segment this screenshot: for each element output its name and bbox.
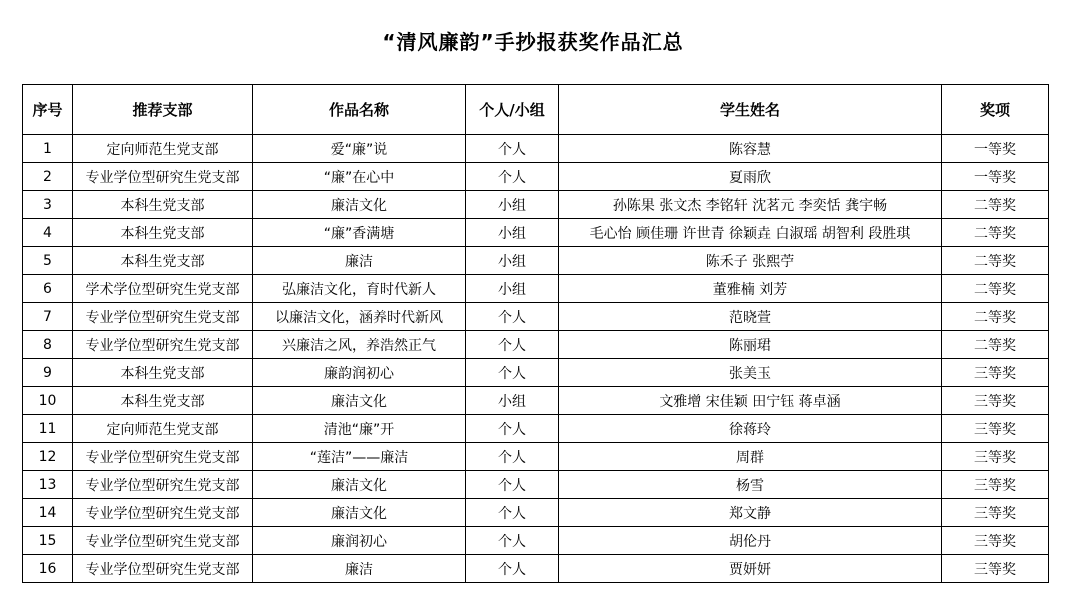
cell-individual-or-group: 个人 <box>466 443 559 471</box>
cell-award: 二等奖 <box>942 275 1049 303</box>
header-award: 奖项 <box>942 85 1049 135</box>
cell-recommending-branch: 本科生党支部 <box>73 359 253 387</box>
cell-student-names: 董雅楠 刘芳 <box>559 275 942 303</box>
cell-serial-number: 8 <box>23 331 73 359</box>
cell-award: 三等奖 <box>942 471 1049 499</box>
cell-award: 二等奖 <box>942 303 1049 331</box>
cell-award: 三等奖 <box>942 359 1049 387</box>
cell-work-title: 以廉洁文化，涵养时代新风 <box>253 303 466 331</box>
table-row <box>23 219 1049 247</box>
cell-recommending-branch: 本科生党支部 <box>73 247 253 275</box>
table-row <box>23 415 1049 443</box>
cell-individual-or-group: 个人 <box>466 163 559 191</box>
cell-serial-number: 16 <box>23 555 73 583</box>
cell-work-title: “廉”香满塘 <box>253 219 466 247</box>
table-row <box>23 191 1049 219</box>
cell-student-names: 陈禾子 张熙苧 <box>559 247 942 275</box>
table-row <box>23 275 1049 303</box>
cell-work-title: 廉洁文化 <box>253 387 466 415</box>
table-row <box>23 247 1049 275</box>
cell-serial-number: 1 <box>23 135 73 163</box>
cell-work-title: 清池“廉”开 <box>253 415 466 443</box>
table-row <box>23 443 1049 471</box>
table-row <box>23 163 1049 191</box>
table-row <box>23 331 1049 359</box>
header-work-title: 作品名称 <box>253 85 466 135</box>
table-row <box>23 471 1049 499</box>
cell-individual-or-group: 个人 <box>466 331 559 359</box>
cell-student-names: 毛心怡 顾佳珊 许世青 徐颖垚 白淑瑶 胡智利 段胜琪 <box>559 219 942 247</box>
cell-recommending-branch: 专业学位型研究生党支部 <box>73 303 253 331</box>
cell-serial-number: 14 <box>23 499 73 527</box>
cell-award: 三等奖 <box>942 555 1049 583</box>
cell-individual-or-group: 个人 <box>466 499 559 527</box>
cell-work-title: 廉韵润初心 <box>253 359 466 387</box>
cell-individual-or-group: 个人 <box>466 359 559 387</box>
cell-serial-number: 12 <box>23 443 73 471</box>
cell-award: 三等奖 <box>942 499 1049 527</box>
cell-recommending-branch: 专业学位型研究生党支部 <box>73 499 253 527</box>
cell-individual-or-group: 个人 <box>466 555 559 583</box>
cell-work-title: “廉”在心中 <box>253 163 466 191</box>
cell-work-title: 兴廉洁之风，养浩然正气 <box>253 331 466 359</box>
cell-work-title: “莲洁”——廉洁 <box>253 443 466 471</box>
cell-award: 二等奖 <box>942 331 1049 359</box>
cell-individual-or-group: 小组 <box>466 191 559 219</box>
cell-award: 二等奖 <box>942 219 1049 247</box>
header-serial-number: 序号 <box>23 85 73 135</box>
table-row <box>23 387 1049 415</box>
header-student-names: 学生姓名 <box>559 85 942 135</box>
header-individual-or-group: 个人/小组 <box>466 85 559 135</box>
cell-individual-or-group: 个人 <box>466 527 559 555</box>
table-row <box>23 135 1049 163</box>
cell-recommending-branch: 专业学位型研究生党支部 <box>73 331 253 359</box>
cell-student-names: 张美玉 <box>559 359 942 387</box>
cell-work-title: 廉洁 <box>253 247 466 275</box>
cell-serial-number: 15 <box>23 527 73 555</box>
cell-student-names: 孙陈果 张文杰 李铭轩 沈茗元 李奕恬 龚宇畅 <box>559 191 942 219</box>
cell-student-names: 胡伦丹 <box>559 527 942 555</box>
header-recommending-branch: 推荐支部 <box>73 85 253 135</box>
cell-award: 一等奖 <box>942 135 1049 163</box>
cell-award: 三等奖 <box>942 387 1049 415</box>
cell-award: 二等奖 <box>942 247 1049 275</box>
cell-award: 三等奖 <box>942 443 1049 471</box>
cell-serial-number: 11 <box>23 415 73 443</box>
cell-recommending-branch: 本科生党支部 <box>73 191 253 219</box>
cell-work-title: 弘廉洁文化，育时代新人 <box>253 275 466 303</box>
cell-work-title: 廉洁 <box>253 555 466 583</box>
table-header-row <box>23 85 1049 135</box>
cell-work-title: 爱“廉”说 <box>253 135 466 163</box>
cell-serial-number: 10 <box>23 387 73 415</box>
cell-recommending-branch: 定向师范生党支部 <box>73 135 253 163</box>
cell-recommending-branch: 本科生党支部 <box>73 219 253 247</box>
cell-work-title: 廉润初心 <box>253 527 466 555</box>
cell-student-names: 杨雪 <box>559 471 942 499</box>
cell-student-names: 范晓萱 <box>559 303 942 331</box>
cell-recommending-branch: 专业学位型研究生党支部 <box>73 527 253 555</box>
cell-recommending-branch: 专业学位型研究生党支部 <box>73 471 253 499</box>
cell-recommending-branch: 定向师范生党支部 <box>73 415 253 443</box>
awards-table <box>22 84 1049 583</box>
cell-individual-or-group: 个人 <box>466 303 559 331</box>
cell-serial-number: 13 <box>23 471 73 499</box>
cell-serial-number: 9 <box>23 359 73 387</box>
cell-recommending-branch: 本科生党支部 <box>73 387 253 415</box>
cell-student-names: 郑文静 <box>559 499 942 527</box>
cell-award: 二等奖 <box>942 191 1049 219</box>
table-row <box>23 499 1049 527</box>
cell-award: 一等奖 <box>942 163 1049 191</box>
cell-serial-number: 4 <box>23 219 73 247</box>
cell-award: 三等奖 <box>942 527 1049 555</box>
table-row <box>23 527 1049 555</box>
cell-student-names: 贾妍妍 <box>559 555 942 583</box>
cell-student-names: 陈丽珺 <box>559 331 942 359</box>
cell-individual-or-group: 小组 <box>466 219 559 247</box>
cell-student-names: 徐蒋玲 <box>559 415 942 443</box>
cell-award: 三等奖 <box>942 415 1049 443</box>
cell-serial-number: 5 <box>23 247 73 275</box>
table-row <box>23 555 1049 583</box>
cell-individual-or-group: 小组 <box>466 275 559 303</box>
cell-individual-or-group: 个人 <box>466 471 559 499</box>
cell-individual-or-group: 小组 <box>466 247 559 275</box>
page-title: “清风廉韵”手抄报获奖作品汇总 <box>382 30 684 54</box>
cell-recommending-branch: 专业学位型研究生党支部 <box>73 443 253 471</box>
cell-student-names: 夏雨欣 <box>559 163 942 191</box>
cell-recommending-branch: 专业学位型研究生党支部 <box>73 163 253 191</box>
cell-student-names: 周群 <box>559 443 942 471</box>
cell-work-title: 廉洁文化 <box>253 499 466 527</box>
cell-work-title: 廉洁文化 <box>253 191 466 219</box>
cell-serial-number: 3 <box>23 191 73 219</box>
table-row <box>23 303 1049 331</box>
cell-serial-number: 7 <box>23 303 73 331</box>
cell-individual-or-group: 个人 <box>466 415 559 443</box>
cell-individual-or-group: 小组 <box>466 387 559 415</box>
table-row <box>23 359 1049 387</box>
cell-recommending-branch: 学术学位型研究生党支部 <box>73 275 253 303</box>
cell-serial-number: 6 <box>23 275 73 303</box>
cell-serial-number: 2 <box>23 163 73 191</box>
cell-student-names: 陈容慧 <box>559 135 942 163</box>
cell-student-names: 文雅增 宋佳颖 田宁钰 蒋卓涵 <box>559 387 942 415</box>
cell-recommending-branch: 专业学位型研究生党支部 <box>73 555 253 583</box>
cell-work-title: 廉洁文化 <box>253 471 466 499</box>
table-body <box>23 135 1049 583</box>
cell-individual-or-group: 个人 <box>466 135 559 163</box>
